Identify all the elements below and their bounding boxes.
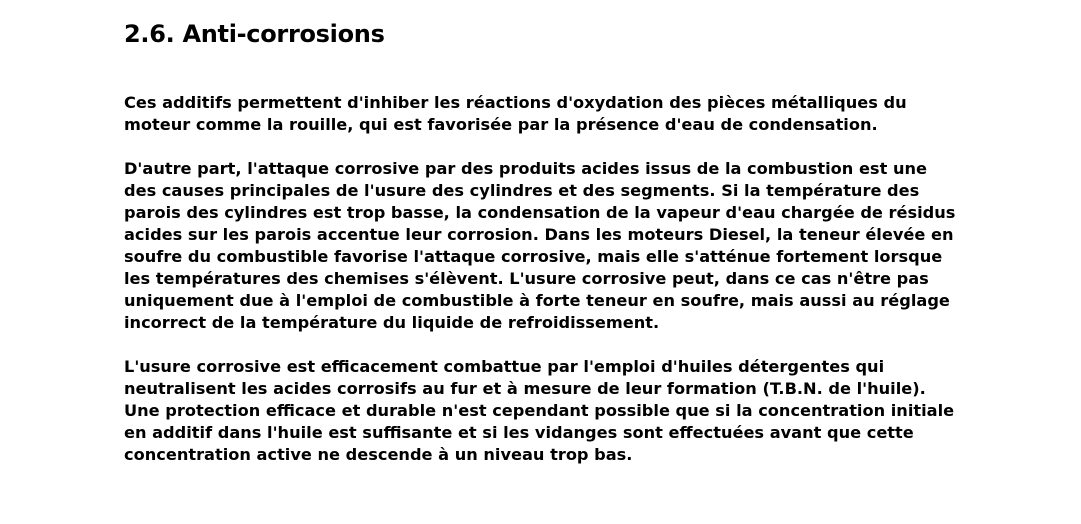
paragraph-line: incorrect de la température du liquide de refroidissement. <box>124 313 660 332</box>
paragraph-line: Une protection efficace et durable n'est cependant possible que si la concentration initiale <box>124 401 955 420</box>
paragraph-line: Ces additifs permettent d'inhiber les réactions d'oxydation des pièces métalliques du <box>124 93 907 112</box>
paragraph-line: soufre du combustible favorise l'attaque corrosive, mais elle s'atténue fortement lorsque <box>124 247 943 266</box>
paragraph-line: les températures des chemises s'élèvent. L'usure corrosive peut, dans ce cas n'être pas <box>124 269 929 288</box>
paragraph-intro <box>124 92 964 136</box>
paragraph-corrosion-causes <box>124 158 964 334</box>
paragraph-line: D'autre part, l'attaque corrosive par des produits acides issus de la combustion est une <box>124 159 927 178</box>
paragraph-line: L'usure corrosive est efficacement combattue par l'emploi d'huiles détergentes qui <box>124 357 885 376</box>
paragraph-line: neutralisent les acides corrosifs au fur et à mesure de leur formation (T.B.N. de l'huile). <box>124 379 926 398</box>
paragraph-line: parois des cylindres est trop basse, la condensation de la vapeur d'eau chargée de résidus <box>124 203 956 222</box>
paragraph-line: moteur comme la rouille, qui est favorisée par la présence d'eau de condensation. <box>124 115 878 134</box>
paragraph-line: uniquement due à l'emploi de combustible à forte teneur en soufre, mais aussi au réglage <box>124 291 950 310</box>
paragraph-line: des causes principales de l'usure des cylindres et des segments. Si la température des <box>124 181 920 200</box>
document-page <box>124 18 964 466</box>
paragraph-detergent-oils <box>124 356 964 466</box>
paragraph-line: concentration active ne descende à un niveau trop bas. <box>124 445 633 464</box>
paragraph-line: acides sur les parois accentue leur corrosion. Dans les moteurs Diesel, la teneur élevée en <box>124 225 954 244</box>
paragraph-line: en additif dans l'huile est suffisante et si les vidanges sont effectuées avant que cette <box>124 423 914 442</box>
section-title: 2.6. Anti-corrosions <box>124 20 385 48</box>
